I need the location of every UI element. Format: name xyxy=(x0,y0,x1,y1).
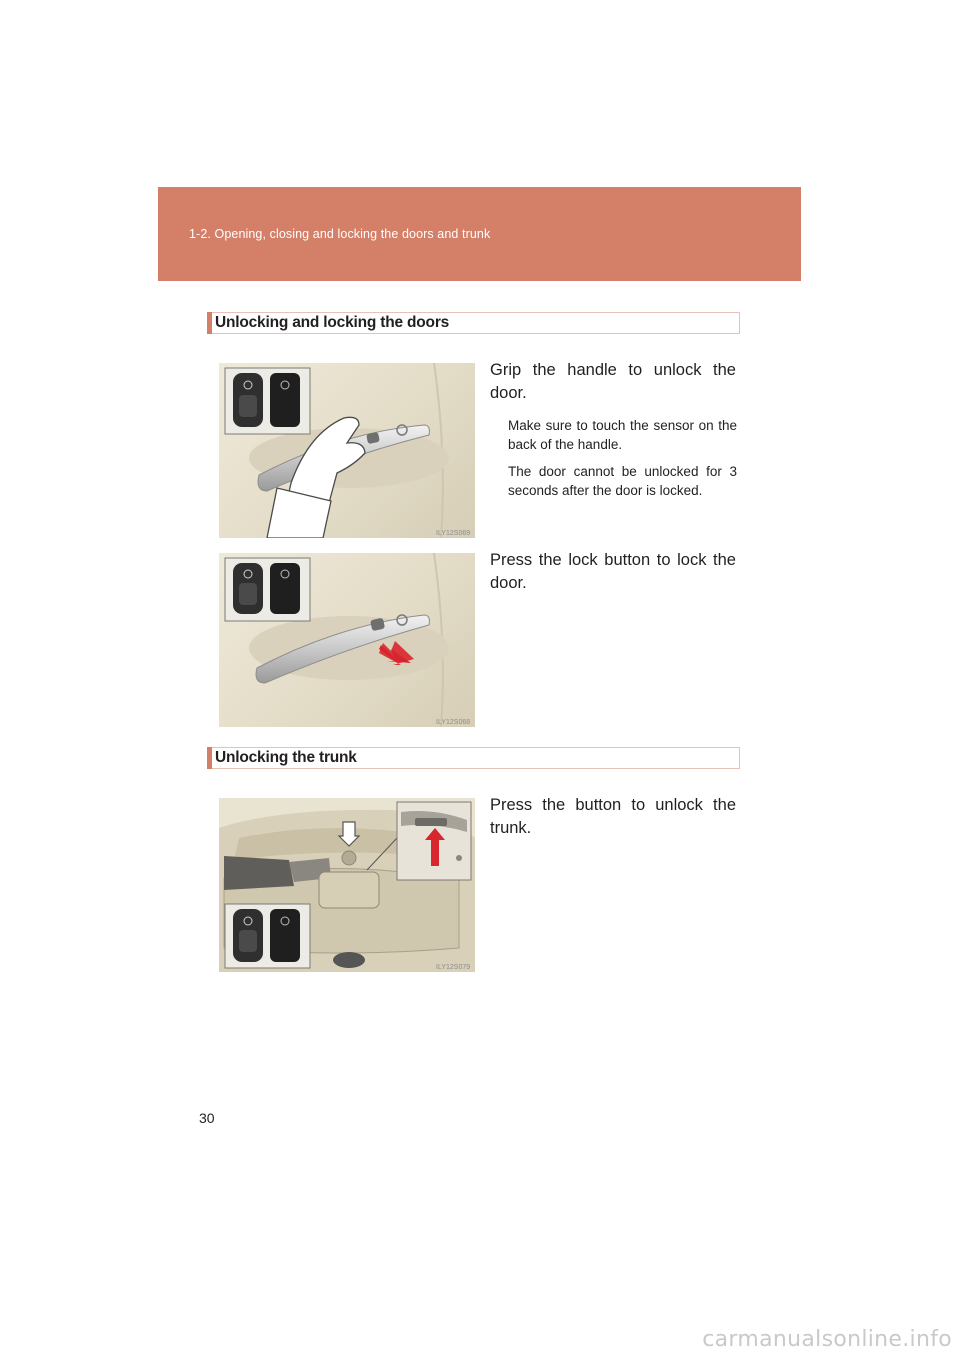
illustration-grip-handle xyxy=(219,363,475,538)
section-accent xyxy=(207,747,212,769)
section-title: Unlocking the trunk xyxy=(215,749,357,766)
illustration-trunk-button xyxy=(219,798,475,972)
section-heading-doors xyxy=(207,312,740,334)
step-text: Press the button to unlock the trunk. xyxy=(490,796,736,837)
image-code: ILY12S069 xyxy=(436,530,471,537)
step-text: Grip the handle to unlock the door. xyxy=(490,361,736,402)
section-accent xyxy=(207,312,212,334)
illustration-lock-button xyxy=(219,553,475,727)
page-number: 30 xyxy=(199,1110,215,1126)
note-text: Make sure to touch the sensor on the back of the handle. xyxy=(508,418,737,452)
watermark: carmanualsonline.info xyxy=(702,1327,952,1352)
section-heading-trunk xyxy=(207,747,740,769)
section-title: Unlocking and locking the doors xyxy=(215,314,450,331)
note-text: The door cannot be unlocked for 3 seconds after the door is locked. xyxy=(508,464,737,498)
image-code: ILY12S079 xyxy=(436,964,471,971)
chapter-header xyxy=(158,187,801,281)
step-text: Press the lock button to lock the door. xyxy=(490,551,736,592)
image-code: ILY12S068 xyxy=(436,719,471,726)
chapter-breadcrumb: 1-2. Opening, closing and locking the doors and trunk xyxy=(189,227,491,241)
